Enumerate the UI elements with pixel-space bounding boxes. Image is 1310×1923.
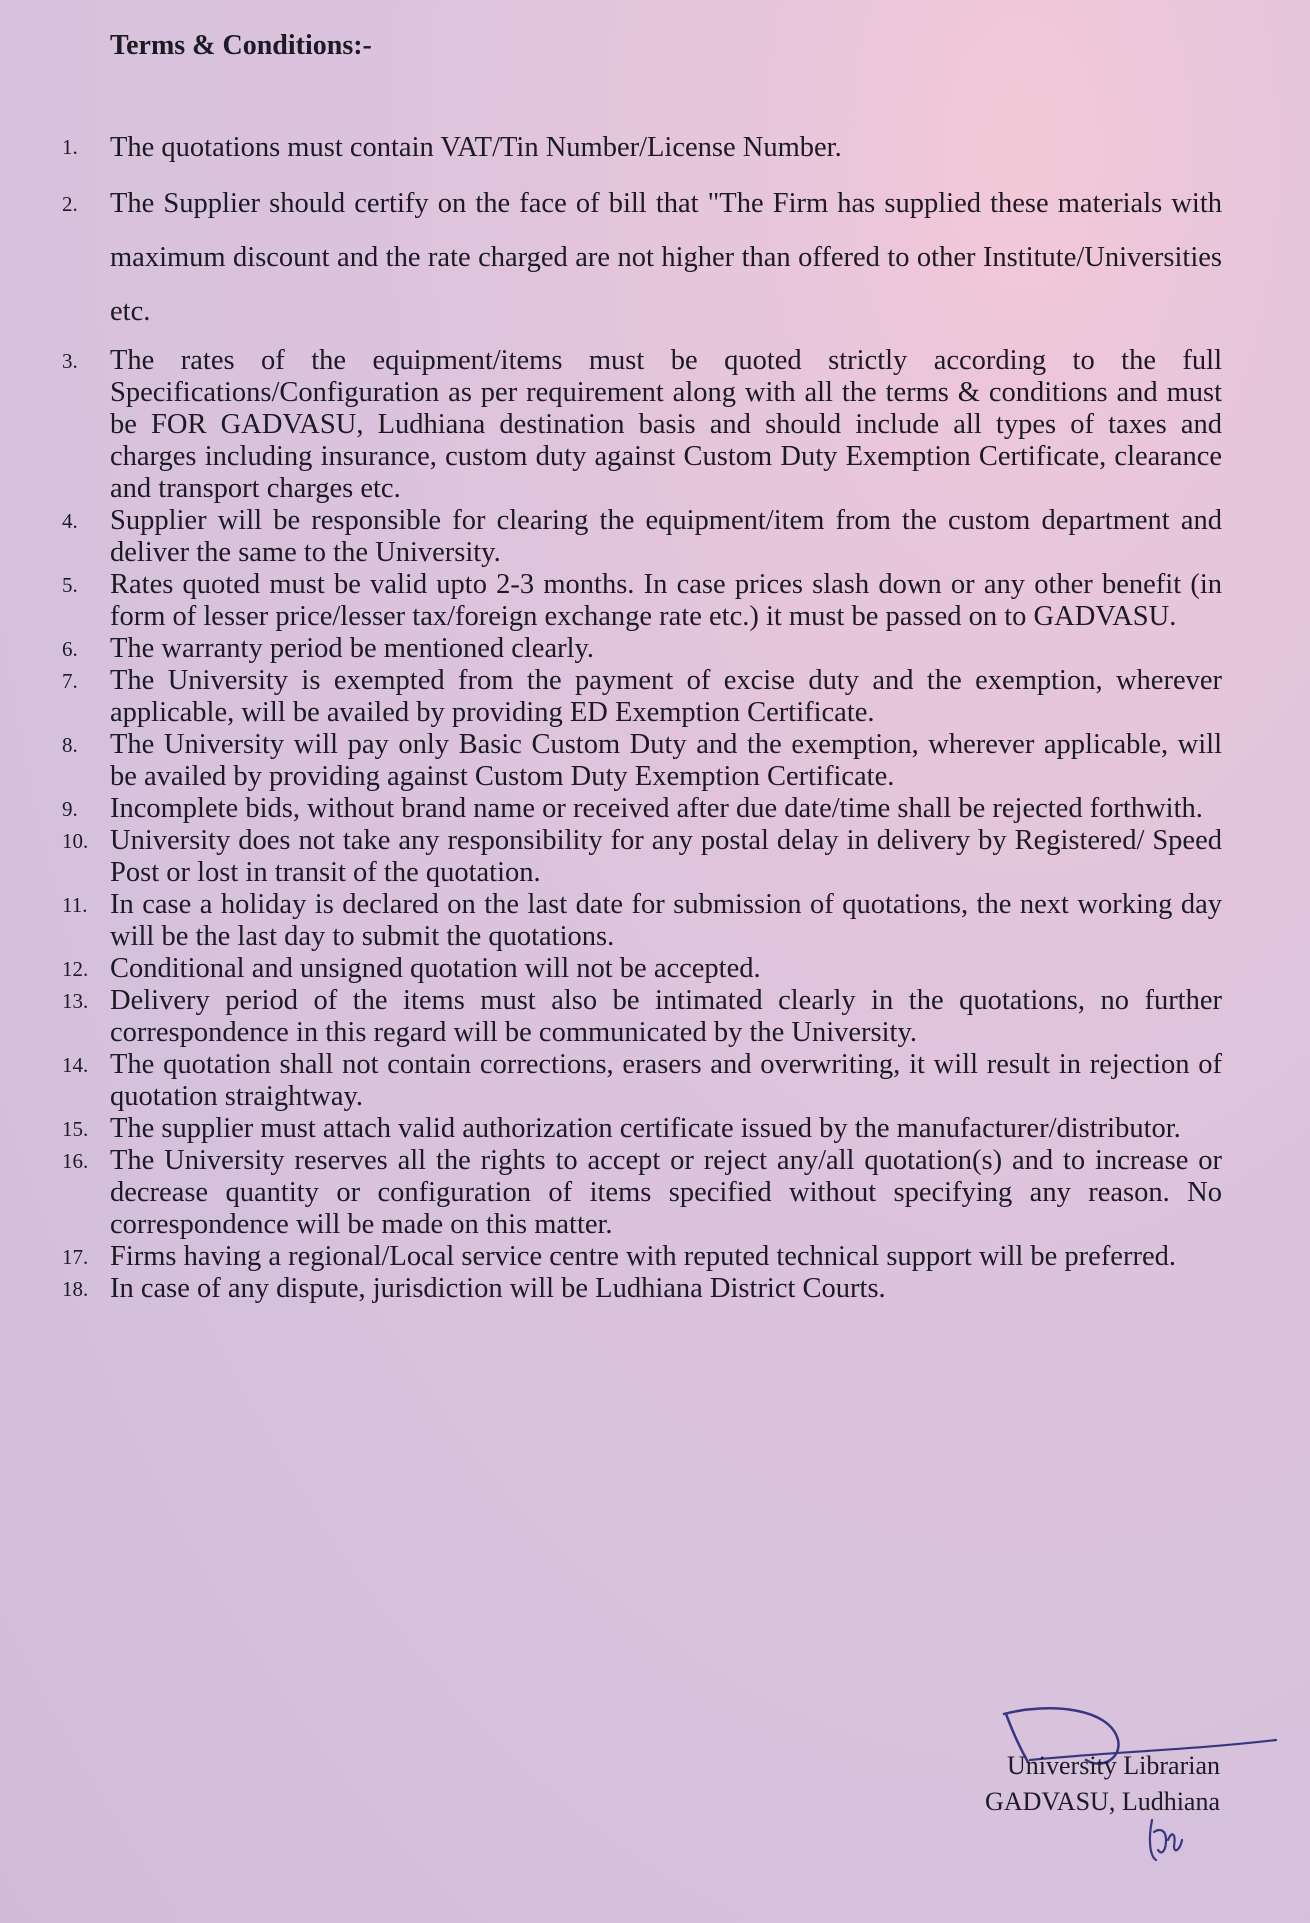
- term-number: 6.: [62, 637, 78, 662]
- term-text: Rates quoted must be valid upto 2-3 months. In case prices slash down or any other benefit (in form of lesser price/lesser tax/foreign exchange rate etc.) it must be passed on to GADVASU.: [110, 569, 1222, 633]
- term-text: The quotation shall not contain corrections, erasers and overwriting, it will result in rejection of quotation straightway.: [110, 1049, 1222, 1113]
- term-number: 18.: [62, 1277, 89, 1302]
- term-item: [62, 1113, 1222, 1145]
- term-item: [62, 793, 1222, 825]
- term-number: 14.: [62, 1053, 89, 1078]
- term-item: [62, 985, 1222, 1049]
- term-number: 8.: [62, 733, 78, 758]
- term-text: The University reserves all the rights to accept or reject any/all quotation(s) and to increase or decrease quantity or configuration of items specified without specifying any reason. No correspondence will be made on this matter.: [110, 1145, 1222, 1241]
- term-item: [62, 665, 1222, 729]
- term-text: The supplier must attach valid authorization certificate issued by the manufacturer/distributor.: [110, 1113, 1181, 1145]
- term-item: [62, 505, 1222, 569]
- term-text: The quotations must contain VAT/Tin Number/License Number.: [110, 132, 842, 163]
- term-item: [62, 1241, 1222, 1273]
- term-text: Delivery period of the items must also be intimated clearly in the quotations, no further correspondence in this regard will be communicated by the University.: [110, 985, 1222, 1049]
- term-item: [62, 1049, 1222, 1113]
- term-number: 13.: [62, 989, 89, 1014]
- term-number: 11.: [62, 893, 88, 918]
- signatory-title: University Librarian: [1007, 1751, 1220, 1780]
- term-number: 2.: [62, 192, 78, 217]
- term-text: Firms having a regional/Local service centre with reputed technical support will be preferred.: [110, 1241, 1176, 1273]
- term-number: 4.: [62, 509, 78, 534]
- term-number: 9.: [62, 797, 78, 822]
- term-item: [62, 825, 1222, 889]
- term-item: [62, 1145, 1222, 1241]
- term-text: Conditional and unsigned quotation will not be accepted.: [110, 953, 761, 985]
- term-number: 16.: [62, 1149, 89, 1174]
- term-number: 7.: [62, 669, 78, 694]
- term-item: [62, 889, 1222, 953]
- term-item: [62, 569, 1222, 633]
- signatory-organization: GADVASU, Ludhiana: [985, 1787, 1220, 1816]
- term-item: [62, 729, 1222, 793]
- term-number: 10.: [62, 829, 89, 854]
- term-text: The Supplier should certify on the face of bill that "The Firm has supplied these materials with maximum discount and the rate charged are not higher than offered to other Institute/Universities etc.: [110, 188, 1222, 328]
- term-text: Supplier will be responsible for clearing the equipment/item from the custom department and deliver the same to the University.: [110, 505, 1222, 569]
- term-number: 15.: [62, 1117, 89, 1142]
- page-title: Terms & Conditions:-: [110, 30, 372, 61]
- term-item: [62, 633, 1222, 665]
- term-item: [62, 1273, 1222, 1305]
- term-number: 17.: [62, 1245, 89, 1270]
- term-text: Incomplete bids, without brand name or received after due date/time shall be rejected forthwith.: [110, 793, 1203, 825]
- term-number: 3.: [62, 349, 78, 374]
- term-item: [62, 345, 1222, 505]
- term-text: The rates of the equipment/items must be quoted strictly according to the full Specifications/Configuration as per requirement along with all the terms & conditions and must be FOR GADVASU, Ludhiana destination basis and should include all types of taxes and charges including insurance, custom duty against Custom Duty Exemption Certificate, clearance and transport charges etc.: [110, 345, 1222, 505]
- term-text: The University is exempted from the payment of excise duty and the exemption, wherever applicable, will be availed by providing ED Exemption Certificate.: [110, 665, 1222, 729]
- term-item: [62, 177, 1222, 339]
- term-text: In case a holiday is declared on the last date for submission of quotations, the next working day will be the last day to submit the quotations.: [110, 889, 1222, 953]
- term-number: 5.: [62, 573, 78, 598]
- term-number: 1.: [62, 135, 78, 159]
- signature-block: [985, 1748, 1220, 1820]
- terms-list: [62, 128, 1222, 1305]
- term-text: In case of any dispute, jurisdiction will be Ludhiana District Courts.: [110, 1273, 886, 1305]
- term-item: [62, 953, 1222, 985]
- term-number: 12.: [62, 957, 89, 982]
- term-text: University does not take any responsibility for any postal delay in delivery by Registered/ Speed Post or lost in transit of the quotation.: [110, 825, 1222, 889]
- term-item: [62, 128, 1222, 167]
- term-text: The University will pay only Basic Custom Duty and the exemption, wherever applicable, will be availed by providing against Custom Duty Exemption Certificate.: [110, 729, 1222, 793]
- term-text: The warranty period be mentioned clearly.: [110, 633, 595, 665]
